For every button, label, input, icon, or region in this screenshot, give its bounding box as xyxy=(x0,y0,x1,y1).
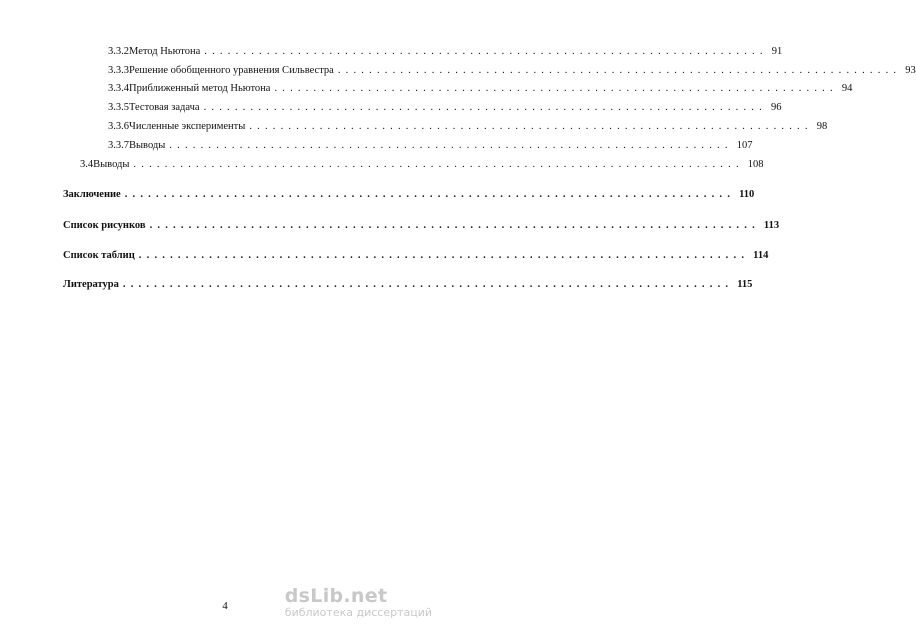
toc-entry-3-3-6 xyxy=(108,120,828,133)
dot-leader: ........................................................................ xyxy=(249,121,813,132)
toc-entry-3-4 xyxy=(80,158,764,171)
toc-entry-title: Список таблиц xyxy=(63,250,135,261)
toc-entry-title: Метод Ньютона xyxy=(129,46,201,57)
toc-entry-page: 108 xyxy=(747,159,764,170)
toc-entry-page: 96 xyxy=(770,102,782,113)
toc-entry-list-of-figures xyxy=(63,219,780,232)
toc-entry-title: Приближенный метод Ньютона xyxy=(129,83,271,94)
dot-leader: .............................................................................. xyxy=(124,189,736,200)
toc-entry-number: 3.3.7 xyxy=(108,140,129,151)
toc-entry-page: 110 xyxy=(739,189,755,200)
toc-entry-title: Заключение xyxy=(63,189,121,200)
watermark-subtitle: библиотека диссертаций xyxy=(284,606,432,619)
dot-leader: .............................................................................. xyxy=(133,159,744,170)
dot-leader: .............................................................................. xyxy=(122,279,734,290)
toc-entry-number: 3.3.2 xyxy=(108,46,129,57)
toc-entry-title: Выводы xyxy=(129,140,166,151)
toc-entry-list-of-tables xyxy=(63,249,769,262)
toc-entry-number: 3.3.6 xyxy=(108,121,129,132)
toc-entry-conclusion xyxy=(63,188,755,201)
toc-entry-title: Список рисунков xyxy=(63,220,146,231)
dot-leader: ........................................................................ xyxy=(337,65,902,76)
dot-leader: .............................................................................. xyxy=(138,250,750,261)
toc-entry-3-3-5 xyxy=(108,101,782,114)
watermark-logo: dsLib.net xyxy=(284,585,388,607)
dot-leader: ........................................................................ xyxy=(169,140,733,151)
toc-entry-number: 3.3.3 xyxy=(108,65,129,76)
toc-entry-page: 93 xyxy=(905,65,916,76)
toc-entry-title: Решение обобщенного уравнения Сильвестра xyxy=(129,65,334,76)
dot-leader: ........................................................................ xyxy=(204,46,768,57)
toc-entry-page: 115 xyxy=(737,279,753,290)
watermark xyxy=(285,586,432,620)
toc-entry-3-3-3 xyxy=(108,64,916,77)
toc-entry-title: Выводы xyxy=(93,159,130,170)
dot-leader: ........................................................................ xyxy=(274,83,838,94)
toc-entry-3-3-4 xyxy=(108,82,853,95)
toc-entry-page: 113 xyxy=(763,220,780,231)
toc-entry-bibliography xyxy=(63,278,753,291)
toc-entry-3-3-7 xyxy=(108,139,753,152)
page-number: 4 xyxy=(222,600,228,612)
toc-entry-title: Тестовая задача xyxy=(129,102,200,113)
toc-entry-page: 98 xyxy=(816,121,828,132)
toc-entry-number: 3.3.4 xyxy=(108,83,129,94)
toc-entry-page: 107 xyxy=(736,140,753,151)
toc-entry-title: Численные эксперименты xyxy=(129,121,246,132)
dot-leader: .............................................................................. xyxy=(149,220,760,231)
dot-leader: ........................................................................ xyxy=(203,102,767,113)
toc-entry-number: 3.3.5 xyxy=(108,102,129,113)
toc-entry-page: 91 xyxy=(771,46,783,57)
toc-entry-page: 94 xyxy=(841,83,853,94)
toc-entry-number: 3.4 xyxy=(80,159,94,170)
toc-entry-3-3-2 xyxy=(108,45,783,58)
toc-entry-title: Литература xyxy=(63,279,119,290)
toc-entry-page: 114 xyxy=(753,250,769,261)
